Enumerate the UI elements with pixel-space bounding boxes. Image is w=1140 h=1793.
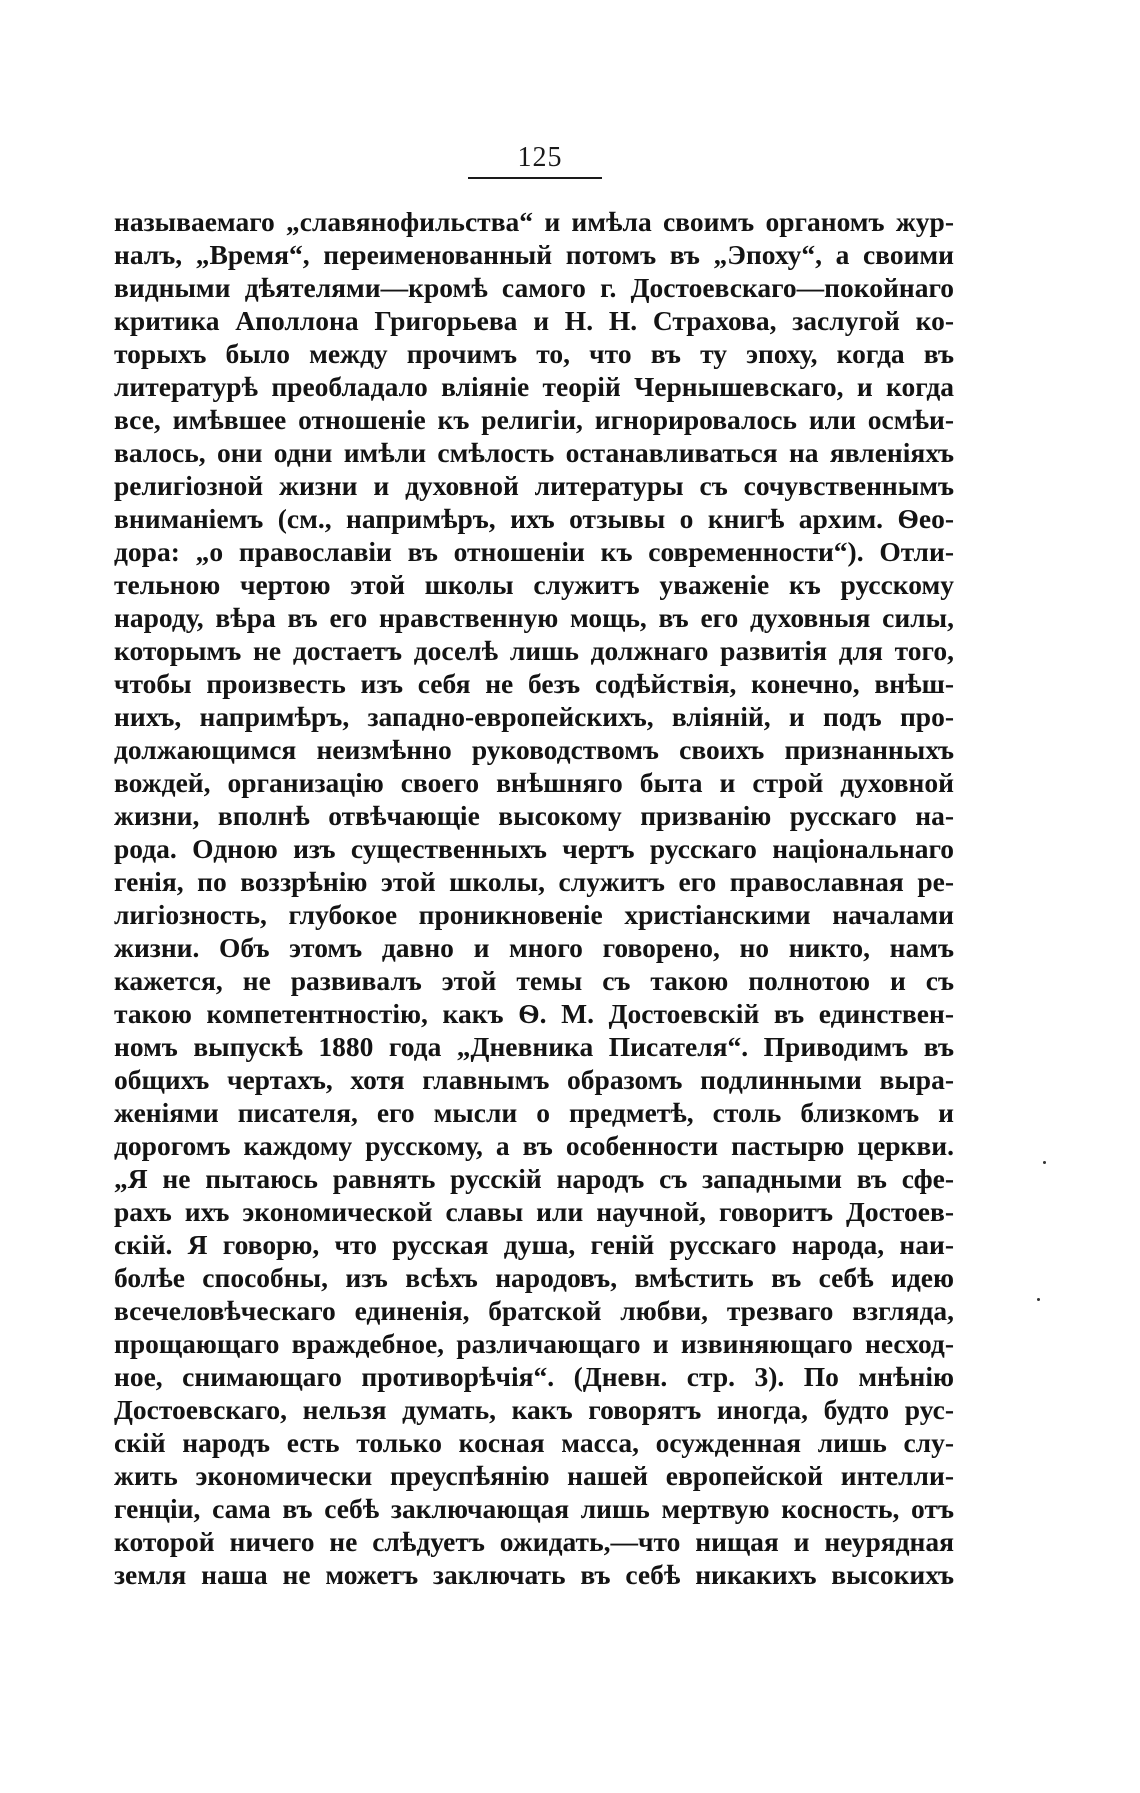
text-line: валось, они одни имѣли смѣлость останавливаться на явленіяхъ <box>114 437 954 468</box>
text-line: „Я не пытаюсь равнять русскій народъ съ западными въ сфе- <box>114 1163 954 1194</box>
text-line: скій. Я говорю, что русская душа, геній русскаго народа, наи- <box>114 1229 954 1260</box>
text-line: номъ выпускѣ 1880 года „Дневника Писателя“. Приводимъ въ <box>114 1031 954 1062</box>
text-line: вождей, организацію своего внѣшняго быта и строй духовной <box>114 767 954 798</box>
text-line: жить экономически преуспѣянію нашей европейской интелли- <box>114 1460 954 1491</box>
text-line: генія, по воззрѣнію этой школы, служитъ его православная ре- <box>114 866 954 897</box>
text-line: чтобы произвесть изъ себя не безъ содѣйствія, конечно, внѣш- <box>114 668 954 699</box>
text-line: лигіозность, глубокое проникновеніе христіанскими началами <box>114 899 954 930</box>
text-line: ное, снимающаго противорѣчія“. (Дневн. стр. 3). По мнѣнію <box>114 1361 954 1392</box>
page-number: 125 <box>517 142 563 173</box>
text-line: общихъ чертахъ, хотя главнымъ образомъ подлинными выра- <box>114 1064 954 1095</box>
text-line: кажется, не развивалъ этой темы съ такою полнотою и съ <box>114 965 954 996</box>
page-number-rule <box>468 177 602 179</box>
text-line: дора: „о православіи въ отношеніи къ современности“). Отли- <box>114 536 954 567</box>
text-line: прощающаго враждебное, различающаго и извиняющаго несход- <box>114 1328 954 1359</box>
text-line: земля наша не можетъ заключать въ себѣ никакихъ высокихъ <box>114 1559 954 1590</box>
text-line: генціи, сама въ себѣ заключающая лишь мертвую косность, отъ <box>114 1493 954 1524</box>
text-line: всечеловѣческаго единенія, братской любви, трезваго взгляда, <box>114 1295 954 1326</box>
text-line: налъ, „Время“, переименованный потомъ въ „Эпоху“, а своими <box>114 239 954 270</box>
text-line: видными дѣятелями—кромѣ самого г. Достоевскаго—покойнаго <box>114 272 954 303</box>
text-line: называемаго „славянофильства“ и имѣла своимъ органомъ жур- <box>114 206 954 237</box>
text-line: народу, вѣра въ его нравственную мощь, въ его духовныя силы, <box>114 602 954 633</box>
text-line: критика Аполлона Григорьева и Н. Н. Страхова, заслугой ко- <box>114 305 954 336</box>
text-line: жизни, вполнѣ отвѣчающіе высокому призванію русскаго на- <box>114 800 954 831</box>
text-line: скій народъ есть только косная масса, осужденная лишь слу- <box>114 1427 954 1458</box>
scan-speck <box>1037 1298 1040 1301</box>
text-line: Достоевскаго, нельзя думать, какъ говорятъ иногда, будто рус- <box>114 1394 954 1425</box>
text-line: женіями писателя, его мысли о предметѣ, столь близкомъ и <box>114 1097 954 1128</box>
text-line: дорогомъ каждому русскому, а въ особенности пастырю церкви. <box>114 1130 954 1161</box>
text-line: торыхъ было между прочимъ то, что въ ту эпоху, когда въ <box>114 338 954 369</box>
text-line: нихъ, напримѣръ, западно-европейскихъ, вліяній, и подъ про- <box>114 701 954 732</box>
text-line: все, имѣвшее отношеніе къ религіи, игнорировалось или осмѣи- <box>114 404 954 435</box>
scan-speck <box>1043 1161 1046 1164</box>
text-line: которымъ не достаетъ доселѣ лишь должнаго развитія для того, <box>114 635 954 666</box>
text-line: болѣе способны, изъ всѣхъ народовъ, вмѣстить въ себѣ идею <box>114 1262 954 1293</box>
text-line: религіозной жизни и духовной литературы съ сочувственнымъ <box>114 470 954 501</box>
text-line: такою компетентностію, какъ Ѳ. М. Достоевскій въ единствен- <box>114 998 954 1029</box>
text-line: рахъ ихъ экономической славы или научной, говоритъ Достоев- <box>114 1196 954 1227</box>
text-line: должающимся неизмѣнно руководствомъ своихъ признанныхъ <box>114 734 954 765</box>
text-line: тельною чертою этой школы служитъ уваженіе къ русскому <box>114 569 954 600</box>
text-line: которой ничего не слѣдуетъ ожидать,—что нищая и неурядная <box>114 1526 954 1557</box>
text-line: вниманіемъ (см., напримѣръ, ихъ отзывы о книгѣ архим. Ѳео- <box>114 503 954 534</box>
text-line: жизни. Объ этомъ давно и много говорено, но никто, намъ <box>114 932 954 963</box>
body-text <box>114 205 954 1591</box>
text-line: рода. Одною изъ существенныхъ чертъ русскаго національнаго <box>114 833 954 864</box>
text-line: литературѣ преобладало вліяніе теорій Чернышевскаго, и когда <box>114 371 954 402</box>
